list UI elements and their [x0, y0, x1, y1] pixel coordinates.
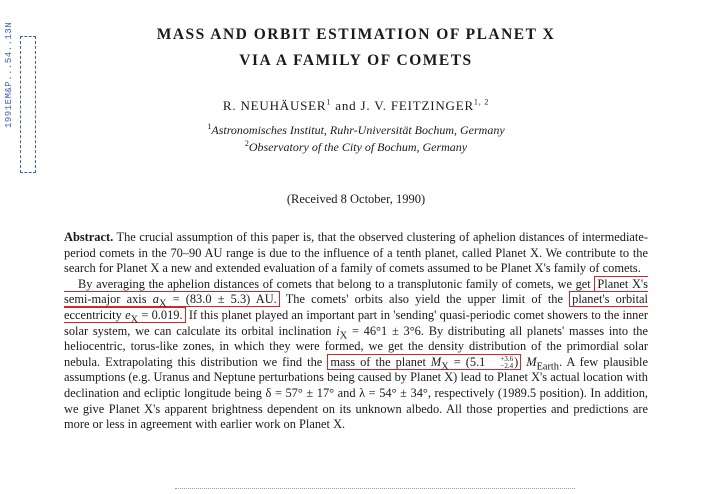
mass-unit-sub: Earth [536, 361, 559, 373]
hl3-text: mass of the planet [330, 354, 426, 369]
hl1-var: a [152, 292, 159, 307]
hl1-value: = (83.0 ± 5.3) AU. [172, 292, 277, 307]
hl3-value: = (5.1 [453, 354, 486, 369]
abstract [64, 230, 648, 433]
paper-title-line2: VIA A FAMILY OF COMETS [239, 52, 473, 69]
abstract-p1-text: The crucial assumption of this paper is, that the observed clustering of aphelion distances of intermediate-period comets in the 70–90 AU range is due to the influence of a tenth planet, called Planet X. We contribute to the search for Planet X a new and extended evaluation of a family of comets assumed to be Planet X's family of comets. [64, 230, 648, 276]
hl1-text: Planet X's semi-major axis [64, 276, 648, 307]
affiliation-1-text: Astronomisches Institut, Ruhr-Universität Bochum, Germany [211, 123, 505, 137]
hl1-sub: X [158, 298, 167, 310]
mass-upper: +3.6 [500, 354, 514, 363]
mass-lower: −2.4 [500, 361, 514, 370]
highlight-planet-mass [327, 354, 521, 373]
authors-and: and [335, 98, 357, 113]
received-date: (Received 8 October, 1990) [286, 192, 426, 206]
hl2-value: = 0.019. [141, 307, 183, 322]
abstract-label: Abstract. [64, 230, 114, 244]
incl-var: i [336, 323, 340, 338]
incl-value: = 46°1 ± 3°6. [351, 323, 424, 338]
authors [0, 98, 712, 114]
hl3-var: M [430, 354, 442, 369]
hl2-sub: X [130, 314, 139, 326]
side-stamp: 1991EM&P...54..13N [4, 21, 14, 128]
author-1: R. NEUHÄUSER [222, 98, 327, 113]
mass-unit: M [526, 354, 537, 369]
mass-uncertainty [486, 356, 513, 370]
affiliation-2-text: Observatory of the City of Bochum, Germany [248, 140, 468, 154]
hl2-var: e [125, 307, 131, 322]
abstract-p2-d: By distributing all planets' masses into the heliocentric, torus-like zones, in which they were formed, we get the density distribution of the primordial solar nebula. Extrapolating this distribution we find the [64, 323, 648, 369]
author-2-affil: 1, 2 [473, 97, 490, 107]
affiliation-1 [0, 123, 712, 138]
paper-title-line1: MASS AND ORBIT ESTIMATION OF PLANET X [156, 26, 556, 43]
author-1-affil: 1 [326, 97, 332, 107]
hl3-sub: X [441, 361, 449, 373]
abstract-p2-e: . A few plausible assumptions (e.g. Uranus and Neptune perturbations being caused by Planet X) lead to Planet X's actual location with declination and ecliptic longitude being δ = 57° ± 17° and λ = 54° ± 34°, respectively (1989.5 position). In addition, we give Planet X's apparent brightness dependent on its unknown albedo. All those properties and predictions are more or less in agreement with earlier work on Planet X. [64, 354, 648, 432]
affiliation-2-mark: 2 [244, 139, 249, 148]
author-2: J. V. FEITZINGER [360, 98, 474, 113]
abstract-p2-a: By averaging the aphelion distances of comets that belong to a transplutonic family of comets, we get [78, 276, 591, 291]
abstract-p2-c: If this planet played an important part in 'sending' quasi-periodic comet showers to the inner solar system, we can calculate its orbital inclination [64, 307, 648, 338]
abstract-paragraph-1 [64, 230, 648, 277]
incl-sub: X [339, 330, 348, 342]
affiliation-2 [0, 140, 712, 155]
abstract-p2-b: The comets' orbits also yield the upper limit of the [285, 292, 563, 307]
abstract-paragraph-2 [64, 277, 648, 433]
affiliation-1-mark: 1 [207, 122, 212, 131]
page-footer-rule [175, 488, 575, 491]
hl2-text: planet's orbital eccentricity [64, 292, 648, 322]
hl3-close: ) [514, 354, 519, 369]
